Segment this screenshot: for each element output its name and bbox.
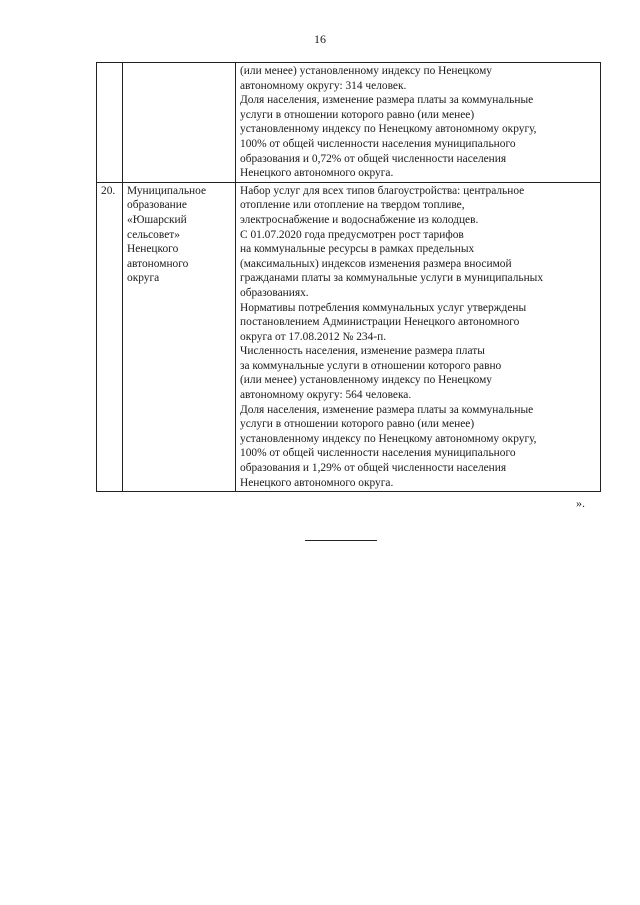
description-line: автономному округу: 314 человек. — [240, 79, 407, 92]
description-line: Ненецкого автономного округа. — [240, 167, 394, 180]
description-line: за коммунальные услуги в отношении которого равно — [240, 359, 502, 372]
municipality-name-cell — [123, 63, 236, 183]
description-line: постановлением Администрации Ненецкого автономного — [240, 316, 520, 329]
description-line: установленному индексу по Ненецкому автономному округу, — [240, 432, 537, 445]
description-line: установленному индексу по Ненецкому автономному округу, — [240, 123, 537, 136]
description-line: на коммунальные ресурсы в рамках предельных — [240, 243, 475, 256]
table-row-20 — [97, 182, 601, 491]
row-number-cell: 20. — [97, 182, 123, 491]
municipality-name-line: «Юшарский — [127, 213, 187, 226]
page-number: 16 — [314, 32, 326, 46]
data-table — [96, 62, 601, 492]
description-line: 100% от общей численности населения муниципального — [240, 137, 516, 150]
municipality-name-line: сельсовет» — [127, 228, 180, 241]
description-line: услуги в отношении которого равно (или менее) — [240, 418, 475, 431]
description-line: Доля населения, изменение размера платы за коммунальные — [240, 403, 534, 416]
municipality-name-line: округа — [127, 272, 160, 285]
description-cell — [236, 63, 601, 183]
description-line: Набор услуг для всех типов благоустройства: центральное — [240, 184, 525, 197]
description-line: Численность населения, изменение размера платы — [240, 345, 485, 358]
description-line: округа от 17.08.2012 № 234-п. — [240, 330, 387, 343]
description-line: образования и 0,72% от общей численности населения — [240, 152, 507, 165]
description-line: 100% от общей численности населения муниципального — [240, 447, 516, 460]
description-line: услуги в отношении которого равно (или менее) — [240, 108, 475, 121]
description-line: автономному округу: 564 человека. — [240, 389, 412, 402]
description-line: Нормативы потребления коммунальных услуг утверждены — [240, 301, 527, 314]
municipality-name-cell — [123, 182, 236, 491]
municipality-name-line: автономного — [127, 257, 189, 270]
description-line: Ненецкого автономного округа. — [240, 476, 394, 489]
description-line: образованиях. — [240, 286, 309, 299]
description-line: С 01.07.2020 года предусмотрен рост тарифов — [240, 228, 464, 241]
description-line: гражданами платы за коммунальные услуги в муниципальных — [240, 272, 544, 285]
end-divider — [305, 540, 377, 541]
description-line: (или менее) установленному индексу по Ненецкому — [240, 65, 492, 77]
description-line: электроснабжение и водоснабжение из колодцев. — [240, 213, 479, 226]
municipality-name-line: Ненецкого — [127, 243, 179, 256]
description-line: (максимальных) индексов изменения размера вносимой — [240, 257, 512, 270]
closing-quote: ». — [576, 496, 585, 510]
row-number-cell — [97, 63, 123, 183]
table-row-continuation — [97, 63, 601, 183]
description-line: отопление или отопление на твердом топливе, — [240, 199, 465, 212]
municipality-name-line: образование — [127, 199, 187, 212]
description-line: Доля населения, изменение размера платы за коммунальные — [240, 94, 534, 107]
municipality-name-line: Муниципальное — [127, 184, 207, 197]
description-cell — [236, 182, 601, 491]
description-line: (или менее) установленному индексу по Ненецкому — [240, 374, 492, 387]
description-line: образования и 1,29% от общей численности населения — [240, 462, 507, 475]
